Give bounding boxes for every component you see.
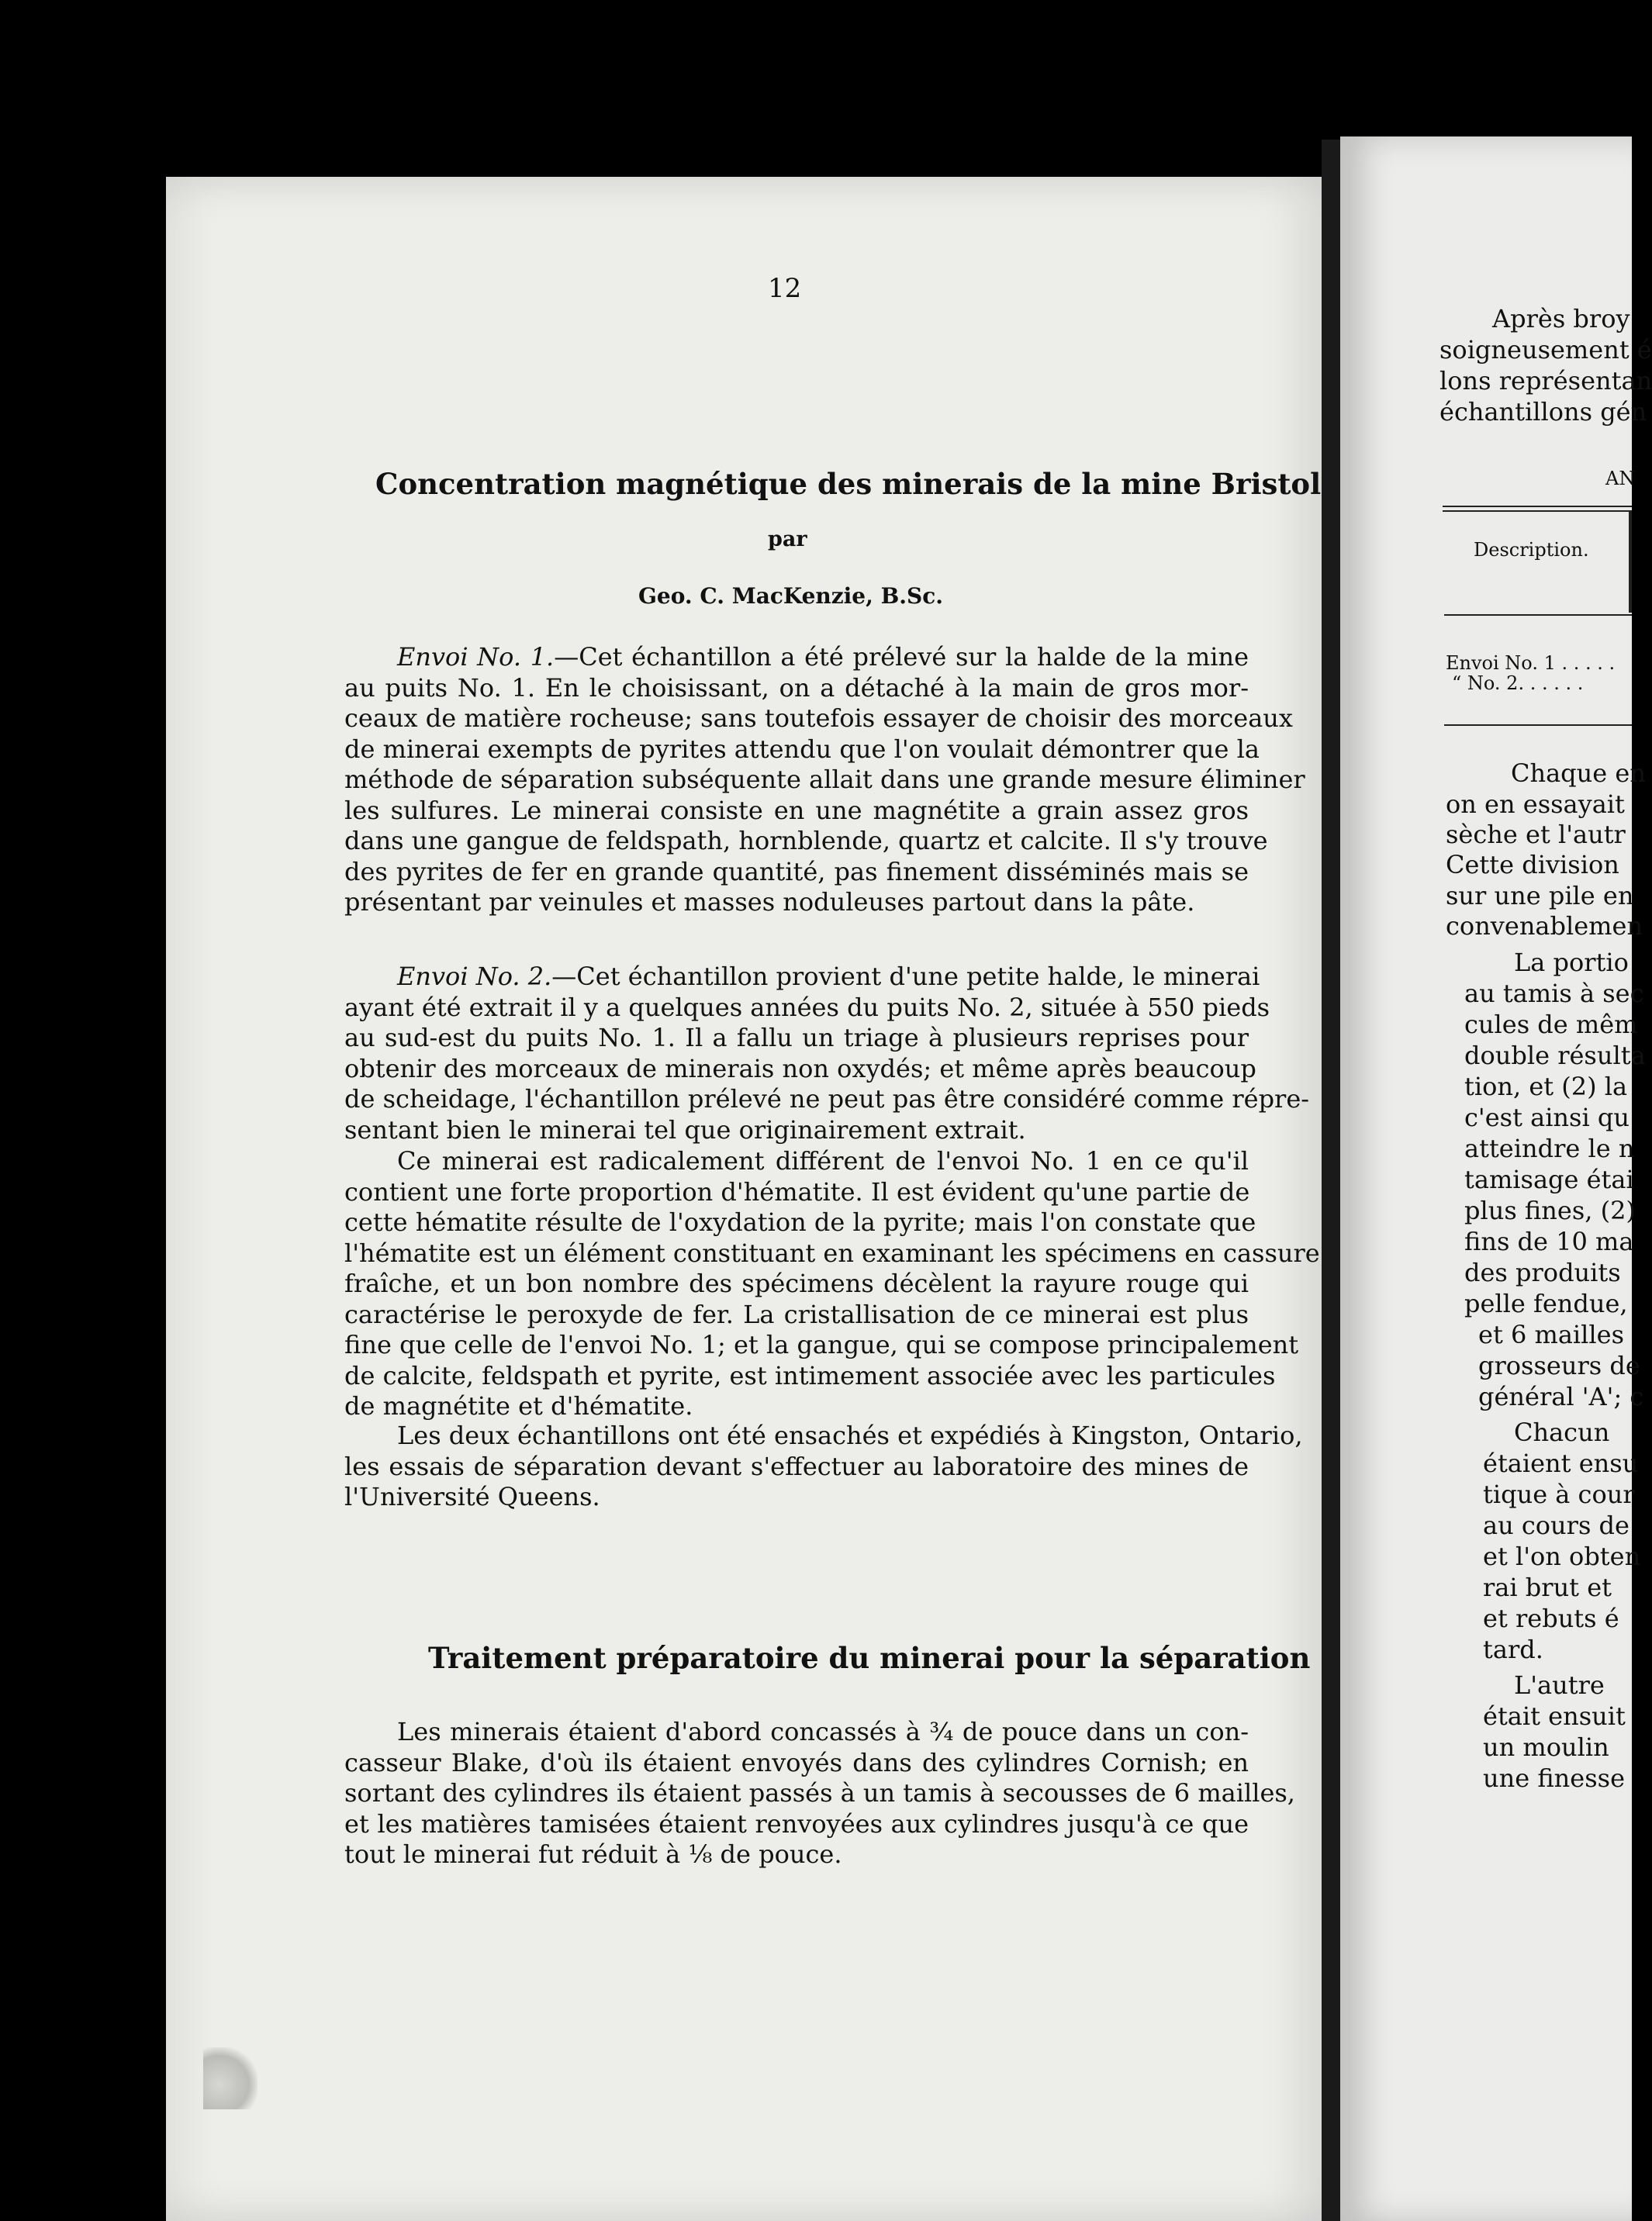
text-line: Les minerais étaient d'abord concassés à ¾ de pouce dans un con- (397, 1717, 1249, 1746)
table-rule (1443, 506, 1632, 507)
paragraph-text: —Cet échantillon a été prélevé sur la halde de la mine (554, 642, 1249, 672)
right-text-line: L'autre (1514, 1670, 1605, 1700)
text-line: et les matières tamisées étaient renvoyées aux cylindres jusqu'à ce que (344, 1808, 1249, 1839)
author-name: Geo. C. MacKenzie, B.Sc. (638, 583, 944, 609)
right-text-line: rai brut et (1483, 1573, 1612, 1602)
right-text-line: et rebuts é (1483, 1604, 1619, 1633)
text-line: de calcite, feldspath et pyrite, est intimement associée avec les particules (344, 1360, 1276, 1390)
text-line: de magnétite et d'hématite. (344, 1391, 693, 1421)
text-line: sentant bien le minerai tel que originairement extrait. (344, 1114, 1026, 1145)
by-line: par (768, 527, 807, 551)
text-line: méthode de séparation subséquente allait dans une grande mesure éliminer (344, 765, 1305, 794)
right-text-line: et l'on obten (1483, 1542, 1641, 1571)
table-row: Envoi No. 1 . . . . . (1446, 652, 1616, 674)
right-text-line: grosseurs de (1478, 1351, 1640, 1380)
text-line: sortant des cylindres ils étaient passés à un tamis à secousses de 6 mailles, (344, 1778, 1295, 1808)
text-line: obtenir des morceaux de minerais non oxydés; et même après beaucoup (344, 1053, 1256, 1083)
right-text-line: tard. (1483, 1635, 1543, 1664)
text-line: contient une forte proportion d'hématite. Il est évident qu'une partie de (344, 1176, 1250, 1207)
text-line: au sud-est du puits No. 1. Il a fallu un triage à plusieurs reprises pour (344, 1023, 1249, 1052)
right-text-line: Cette division (1446, 850, 1619, 879)
text-line: de minerai exempts de pyrites attendu que l'on voulait démontrer que la (344, 734, 1260, 764)
text-line: l'hématite est un élément constituant en examinant les spécimens en cassure (344, 1238, 1320, 1268)
table-rule (1444, 724, 1632, 726)
table-header-description: Description. (1474, 539, 1589, 561)
paragraph-crushing (344, 1717, 1295, 1870)
text-line: les sulfures. Le minerai consiste en une magnétite a grain assez gros (344, 795, 1249, 825)
text-line: tout le minerai fut réduit à ⅛ de pouce. (344, 1839, 842, 1869)
right-text-line: sur une pile en (1446, 881, 1634, 910)
right-text-line: convenablemen (1446, 911, 1643, 941)
text-line: casseur Blake, d'où ils étaient envoyés dans des cylindres Cornish; en (344, 1747, 1249, 1777)
text-line: Les deux échantillons ont été ensachés et expédiés à Kingston, Ontario, (397, 1421, 1303, 1450)
text-line: au puits No. 1. En le choisissant, on a détaché à la main de gros mor- (344, 672, 1249, 703)
paragraph-hematite (344, 1146, 1320, 1422)
right-text-line: des produits (1464, 1258, 1621, 1287)
text-line: des pyrites de fer en grande quantité, pas finement disséminés mais se (344, 856, 1249, 886)
right-text-line: tique à cour (1483, 1480, 1635, 1509)
right-text-line: pelle fendue, (1464, 1289, 1628, 1318)
right-text-line: échantillons gén (1439, 397, 1647, 427)
right-text-line: cules de mêm (1464, 1010, 1638, 1039)
table-rule (1443, 510, 1632, 512)
right-text-line: fins de 10 ma (1464, 1227, 1634, 1256)
page-corner-wear (203, 2047, 257, 2109)
text-line: ayant été extrait il y a quelques années du puits No. 2, située à 550 pieds (344, 992, 1270, 1022)
text-line: cette hématite résulte de l'oxydation de la pyrite; mais l'on constate que (344, 1207, 1256, 1237)
text-line (344, 962, 1260, 993)
right-text-line: plus fines, (2) (1464, 1196, 1636, 1225)
book-gutter (1322, 140, 1340, 2221)
article-title: Concentration magnétique des minerais de la mine Bristol (375, 467, 1322, 501)
text-line: fine que celle de l'envoi No. 1; et la gangue, qui se compose principalement (344, 1330, 1299, 1359)
text-line: présentant par veinules et masses noduleuses partout dans la pâte. (344, 887, 1195, 917)
right-text-line: La portio (1514, 948, 1629, 977)
paragraph-lead: Envoi No. 1. (397, 642, 555, 672)
right-text-line: et 6 mailles (1478, 1320, 1624, 1349)
table-row: “ No. 2. . . . . . (1452, 672, 1584, 694)
text-line (344, 642, 1249, 673)
table-column-rule (1629, 512, 1632, 613)
text-line: les essais de séparation devant s'effectuer au laboratoire des mines de (344, 1451, 1249, 1481)
right-text-line: une finesse (1483, 1763, 1625, 1793)
right-text-line: sèche et l'autr (1446, 820, 1626, 849)
right-text-line: atteindre le n (1464, 1134, 1635, 1163)
section-title: Traitement préparatoire du minerai pour la séparation (428, 1641, 1311, 1675)
right-text-line: tamisage étai (1464, 1165, 1634, 1194)
text-line: caractérise le peroxyde de fer. La cristallisation de ce minerai est plus (344, 1299, 1249, 1329)
right-text-line: Après broy (1492, 304, 1630, 333)
text-line: l'Université Queens. (344, 1482, 600, 1511)
text-line: ceaux de matière rocheuse; sans toutefois essayer de choisir des morceaux (344, 703, 1293, 733)
right-text-line: au tamis à sec (1464, 979, 1644, 1008)
text-line: fraîche, et un bon nombre des spécimens décèlent la rayure rouge qui (344, 1269, 1249, 1298)
table-heading: AN (1605, 468, 1636, 489)
right-text-line: un moulin (1483, 1732, 1609, 1762)
right-text-line: était ensuit (1483, 1701, 1626, 1731)
right-text-line: c'est ainsi qu (1464, 1103, 1630, 1132)
right-text-line: double résulta (1464, 1041, 1646, 1070)
right-text-line: général 'A'; c (1478, 1382, 1644, 1411)
text-line: Ce minerai est radicalement différent de l'envoi No. 1 en ce qu'il (397, 1146, 1249, 1176)
right-text-line: au cours de (1483, 1511, 1630, 1540)
paragraph-envoi-1 (344, 642, 1305, 918)
table-rule (1444, 614, 1632, 616)
right-text-line: Chaque en (1511, 758, 1646, 788)
right-text-line: lons représentan (1439, 366, 1652, 395)
text-line: de scheidage, l'échantillon prélevé ne peut pas être considéré comme répre- (344, 1084, 1310, 1114)
right-text-line: Chacun (1514, 1418, 1610, 1447)
paragraph-shipping (344, 1421, 1303, 1513)
right-text-line: soigneusement é (1439, 335, 1652, 364)
paragraph-text: —Cet échantillon provient d'une petite halde, le minerai (551, 962, 1260, 991)
paragraph-lead: Envoi No. 2. (397, 962, 552, 991)
text-line: dans une gangue de feldspath, hornblende, quartz et calcite. Il s'y trouve (344, 826, 1268, 855)
paragraph-envoi-2 (344, 962, 1310, 1145)
right-text-line: tion, et (2) la (1464, 1072, 1628, 1101)
right-text-line: étaient ensu (1483, 1449, 1639, 1478)
right-text-line: on en essayait (1446, 789, 1625, 819)
page-number: 12 (768, 273, 802, 304)
